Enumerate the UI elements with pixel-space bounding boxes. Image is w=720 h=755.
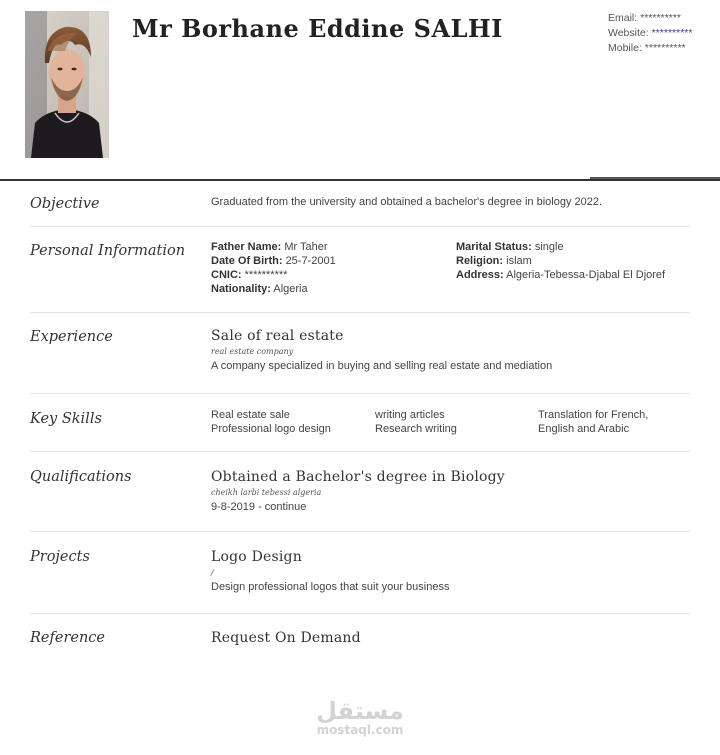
address-row bbox=[456, 268, 665, 282]
section-title-qualifications: Qualifications bbox=[30, 469, 132, 485]
address-value: Algeria-Tebessa-Djabal El Djoref bbox=[506, 269, 666, 281]
mobile-value[interactable]: ********** bbox=[644, 42, 686, 54]
header-divider-accent bbox=[590, 177, 720, 179]
marital-status-label: Marital Status: bbox=[456, 241, 532, 253]
nationality-row bbox=[211, 282, 336, 296]
skills-grid bbox=[211, 408, 690, 438]
reference-entry bbox=[211, 630, 690, 646]
father-name-row bbox=[211, 240, 336, 254]
section-title-projects: Projects bbox=[30, 549, 90, 565]
skills-section bbox=[30, 394, 690, 452]
personal-right-column bbox=[456, 240, 665, 282]
watermark-arabic: مستقل bbox=[316, 697, 404, 725]
cnic-value: ********** bbox=[244, 269, 288, 281]
religion-value: islam bbox=[506, 255, 532, 267]
skill-item: Translation for French, English and Arabic bbox=[538, 409, 649, 435]
experience-section bbox=[30, 313, 690, 394]
website-label: Website: bbox=[608, 27, 649, 39]
marital-status-value: single bbox=[534, 241, 564, 253]
reference-text: Request On Demand bbox=[211, 630, 361, 646]
email-label: Email: bbox=[608, 12, 638, 24]
candidate-name: Mr Borhane Eddine SALHI bbox=[132, 14, 503, 43]
cnic-label: CNIC: bbox=[211, 269, 242, 281]
skill-item: writing articles bbox=[375, 409, 445, 421]
mobile-label: Mobile: bbox=[608, 42, 642, 54]
personal-info-body bbox=[211, 240, 690, 300]
skill-item: Real estate sale bbox=[211, 409, 290, 421]
website-row bbox=[608, 26, 692, 41]
skill-item: Professional logo design bbox=[211, 423, 331, 435]
experience-company: real estate company bbox=[211, 347, 294, 356]
watermark-latin: mostaql.com bbox=[316, 723, 404, 737]
project-name: Logo Design bbox=[211, 549, 302, 565]
experience-description: A company specialized in buying and selling real estate and mediation bbox=[211, 360, 553, 372]
marital-status-row bbox=[456, 240, 665, 254]
personal-left-column bbox=[211, 240, 336, 296]
father-name-label: Father Name: bbox=[211, 241, 282, 253]
personal-info-section bbox=[30, 227, 690, 313]
qualification-degree: Obtained a Bachelor's degree in Biology bbox=[211, 469, 505, 485]
project-entry bbox=[211, 549, 690, 593]
nationality-label: Nationality: bbox=[211, 283, 271, 295]
religion-row bbox=[456, 254, 665, 268]
dob-value: 25-7-2001 bbox=[285, 255, 336, 267]
objective-text: Graduated from the university and obtained a bachelor's degree in biology 2022. bbox=[211, 196, 603, 208]
email-row bbox=[608, 11, 692, 26]
section-title-personal: Personal Information bbox=[30, 243, 186, 259]
religion-label: Religion: bbox=[456, 255, 504, 267]
skill-item: Research writing bbox=[375, 423, 457, 435]
experience-role: Sale of real estate bbox=[211, 328, 344, 344]
section-title-skills: Key Skills bbox=[30, 411, 102, 427]
section-title-objective: Objective bbox=[30, 196, 100, 212]
objective-section bbox=[30, 180, 690, 227]
email-value[interactable]: ********** bbox=[640, 12, 681, 24]
qualification-dates: 9-8-2019 - continue bbox=[211, 501, 307, 513]
projects-section bbox=[30, 532, 690, 614]
profile-photo bbox=[25, 11, 109, 158]
section-title-experience: Experience bbox=[30, 329, 113, 345]
section-title-reference: Reference bbox=[30, 630, 105, 646]
father-name-value: Mr Taher bbox=[284, 241, 328, 253]
reference-section bbox=[30, 614, 690, 654]
qualifications-section bbox=[30, 452, 690, 532]
mobile-row bbox=[608, 41, 692, 56]
mostaql-watermark bbox=[315, 698, 405, 736]
cnic-row bbox=[211, 268, 336, 282]
address-label: Address: bbox=[456, 269, 504, 281]
nationality-value: Algeria bbox=[273, 283, 308, 295]
qualification-institution: cheikh larbi tebessi algeria bbox=[211, 488, 322, 497]
dob-label: Date Of Birth: bbox=[211, 255, 283, 267]
qualification-entry bbox=[211, 469, 690, 513]
contact-info bbox=[608, 11, 692, 56]
website-link[interactable]: ********** bbox=[651, 27, 693, 39]
project-sub: / bbox=[211, 568, 214, 577]
project-description: Design professional logos that suit your business bbox=[211, 581, 450, 593]
experience-entry bbox=[211, 328, 690, 372]
dob-row bbox=[211, 254, 336, 268]
